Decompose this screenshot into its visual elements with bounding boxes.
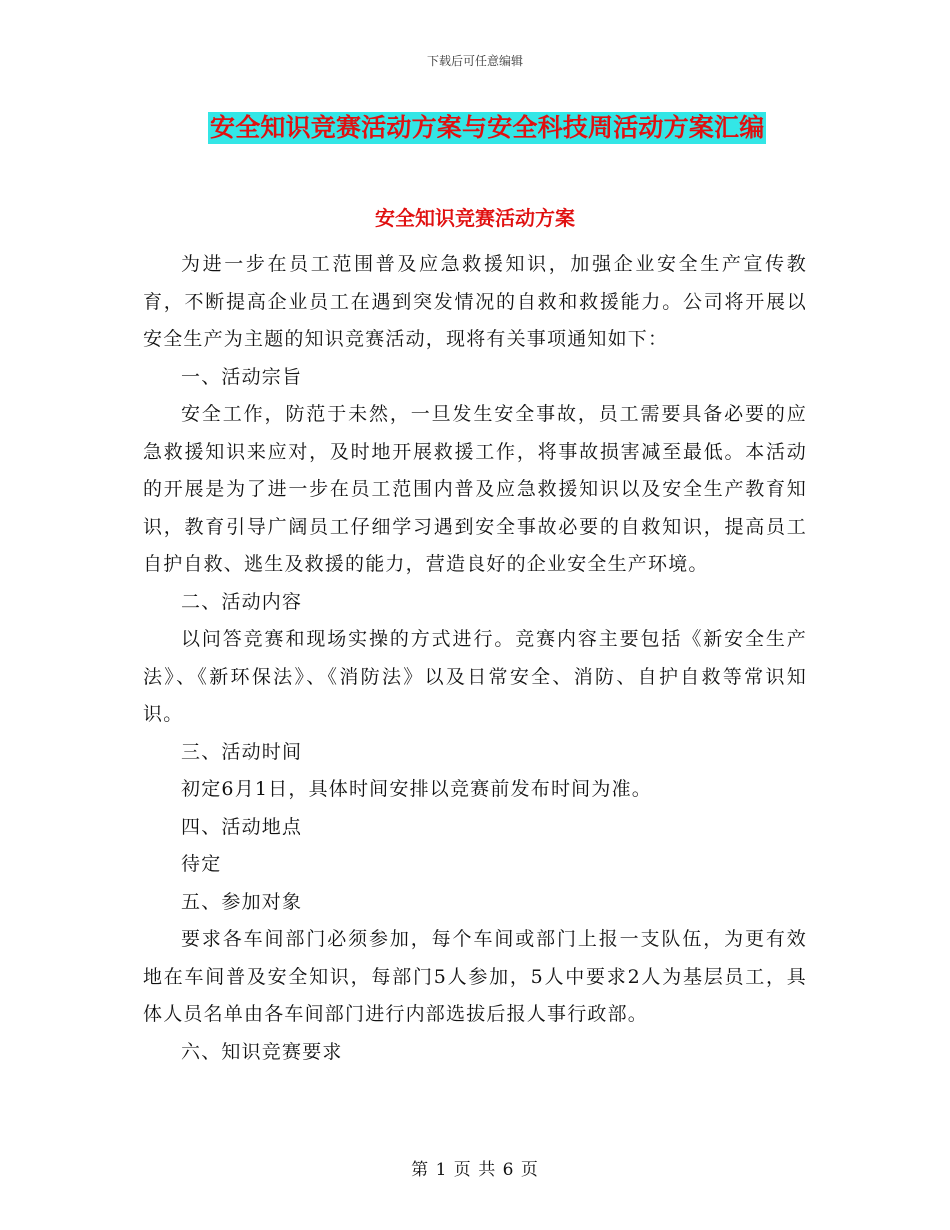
header-note: 下载后可任意编辑: [426, 54, 523, 68]
paragraph-time: 初定6月1日，具体时间安排以竞赛前发布时间为准。: [181, 778, 652, 800]
document-body: [143, 246, 807, 1071]
section-title: 安全知识竞赛活动方案: [375, 206, 575, 230]
paragraph-location: 待定: [181, 853, 222, 875]
heading-purpose: 一、活动宗旨: [181, 365, 303, 388]
page-number-footer: 第 1 页 共 6 页: [411, 1160, 539, 1180]
heading-content: 二、活动内容: [181, 590, 303, 613]
heading-location: 四、活动地点: [181, 815, 303, 838]
heading-requirements: 六、知识竞赛要求: [181, 1040, 343, 1063]
paragraph-intro: 为进一步在员工范围普及应急救援知识，加强企业安全生产宣传教育，不断提高企业员工在遇到突发情况的自救和救援能力。公司将开展以安全生产为主题的知识竞赛活动，现将有关事项通知如下：: [143, 253, 807, 350]
heading-time: 三、活动时间: [181, 740, 303, 763]
paragraph-content: 以问答竞赛和现场实操的方式进行。竞赛内容主要包括《新安全生产法》、《新环保法》、《消防法》以及日常安全、消防、自护自救等常识知识。: [143, 628, 807, 725]
paragraph-purpose: 安全工作，防范于未然，一旦发生安全事故，员工需要具备必要的应急救援知识来应对，及时地开展救援工作，将事故损害减至最低。本活动的开展是为了进一步在员工范围内普及应急救援知识以及安全生产教育知识，教育引导广阔员工仔细学习遇到安全事故必要的自救知识，提高员工自护自救、逃生及救援的能力，营造良好的企业安全生产环境。: [143, 403, 807, 575]
heading-participants: 五、参加对象: [181, 890, 303, 913]
paragraph-participants: 要求各车间部门必须参加，每个车间或部门上报一支队伍，为更有效地在车间普及安全知识，每部门5人参加，5人中要求2人为基层员工，具体人员名单由各车间部门进行内部选拔后报人事行政部。: [143, 928, 807, 1025]
document-main-title: 安全知识竞赛活动方案与安全科技周活动方案汇编: [210, 113, 765, 142]
